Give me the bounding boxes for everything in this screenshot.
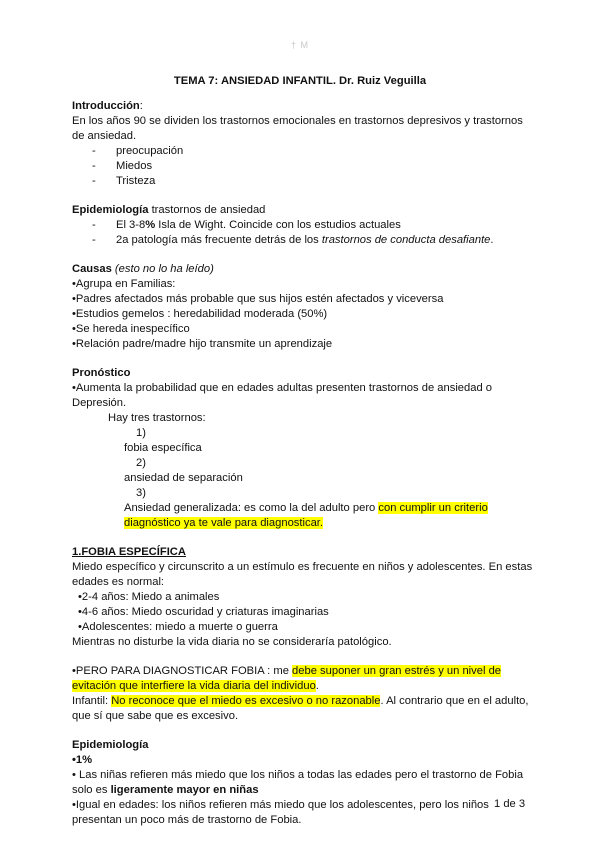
intro-text: En los años 90 se dividen los trastornos emocionales en trastornos depresivos y trastornos de ansiedad. bbox=[72, 115, 523, 142]
pronostico-heading: Pronóstico bbox=[72, 367, 131, 379]
intro-heading-colon: : bbox=[139, 100, 143, 112]
epi2-p1: •1% bbox=[72, 754, 93, 766]
list-item: 1)fobia específica bbox=[124, 427, 202, 454]
highlight: No reconoce que el miedo es excesivo o no razonable bbox=[111, 695, 381, 707]
list-item: - Miedos bbox=[92, 160, 153, 172]
epi1-heading-line: Epidemiología trastornos de ansiedad bbox=[72, 204, 266, 216]
fobia-diagnostic: •PERO PARA DIAGNOSTICAR FOBIA : me debe suponer un gran estrés y un nivel de evitación que interfiere la vida diaria del individuo. bbox=[72, 665, 502, 692]
list-item: - 2a patología más frecuente detrás de los trastornos de conducta desafiante. bbox=[92, 234, 494, 246]
pronostico-sub: Hay tres trastornos: bbox=[108, 412, 206, 424]
intro-heading-line bbox=[72, 99, 534, 114]
list-item: •Agrupa en Familias: bbox=[72, 278, 176, 290]
epi1-heading: Epidemiología bbox=[72, 204, 149, 216]
list-item: •Padres afectados más probable que sus hijos estén afectados y viceversa bbox=[72, 293, 444, 305]
list-item: •4-6 años: Miedo oscuridad y criaturas imaginarias bbox=[78, 606, 329, 618]
pronostico-text: •Aumenta la probabilidad que en edades adultas presenten trastornos de ansiedad o Depresión. bbox=[72, 382, 493, 409]
list-item: - El 3-8% Isla de Wight. Coincide con los estudios actuales bbox=[92, 219, 401, 231]
page-number: 1 de 3 bbox=[494, 798, 526, 810]
fobia-tail: Mientras no disturbe la vida diaria no se consideraría patológico. bbox=[72, 636, 392, 648]
list-item: - preocupación bbox=[92, 145, 184, 157]
epi2-heading: Epidemiología bbox=[72, 739, 149, 751]
list-item: •Se hereda inespecífico bbox=[72, 323, 190, 335]
fobia-heading: 1.FOBIA ESPECÍFICA bbox=[72, 546, 186, 558]
causas-heading: Causas bbox=[72, 263, 112, 275]
epi2-p2: • Las niñas refieren más miedo que los niños a todas las edades pero el trastorno de Fobia solo es ligeramente mayor en niñas bbox=[72, 769, 524, 796]
list-item: - Tristeza bbox=[92, 175, 156, 187]
header-mark: † M bbox=[290, 40, 309, 50]
highlight: con cumplir un criterio diagnóstico ya te vale para diagnosticar. bbox=[124, 502, 488, 529]
page-title: TEMA 7: ANSIEDAD INFANTIL. Dr. Ruiz Veguilla bbox=[173, 75, 427, 87]
list-item: 2)ansiedad de separación bbox=[124, 457, 243, 484]
epi2-p3: •Igual en edades: los niños refieren más miedo que los adolescentes, pero los niños presentan un poco más de trastorno de Fobia. bbox=[72, 799, 489, 826]
causas-heading-line: Causas (esto no lo ha leído) bbox=[72, 263, 214, 275]
list-item: •Relación padre/madre hijo transmite un aprendizaje bbox=[72, 338, 333, 350]
list-item: •Adolescentes: miedo a muerte o guerra bbox=[78, 621, 278, 633]
fobia-text: Miedo específico y circunscrito a un estímulo es frecuente en niños y adolescentes. En estas edades es normal: bbox=[72, 561, 533, 588]
list-item: •2-4 años: Miedo a animales bbox=[78, 591, 220, 603]
intro-heading: Introducción bbox=[72, 100, 140, 112]
fobia-infantil: Infantil: No reconoce que el miedo es excesivo o no razonable. Al contrario que en el adulto, que sí que sabe que es excesivo. bbox=[72, 695, 529, 722]
list-item: •Estudios gemelos : heredabilidad moderada (50%) bbox=[72, 308, 328, 320]
list-item: 3)Ansiedad generalizada: es como la del adulto pero con cumplir un criterio diagnóstico ya te vale para diagnosticar. bbox=[124, 487, 488, 529]
document-body bbox=[72, 99, 534, 828]
highlight: debe suponer un gran estrés y un nivel de evitación que interfiere la vida diaria del individuo bbox=[72, 665, 502, 692]
